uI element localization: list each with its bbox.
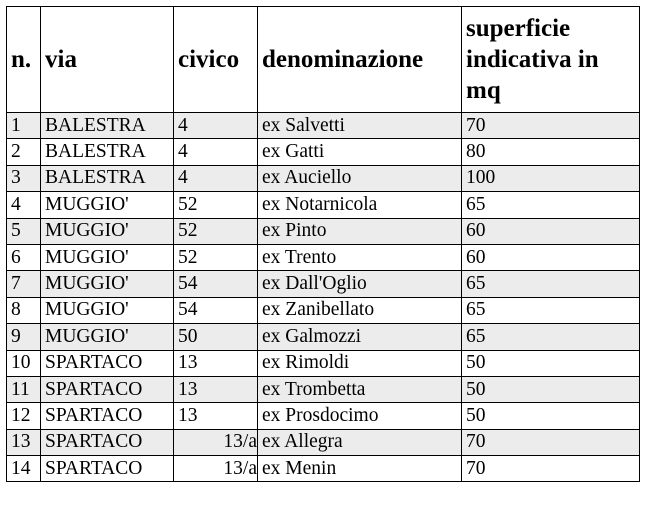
cell-via: SPARTACO: [41, 403, 174, 429]
cell-n: 1: [7, 113, 41, 139]
cell-n: 6: [7, 244, 41, 270]
table-row: [7, 456, 640, 482]
cell-via: MUGGIO': [41, 324, 174, 350]
cell-n: 14: [7, 456, 41, 482]
cell-denominazione: ex Pinto: [258, 218, 462, 244]
table-row: [7, 165, 640, 191]
cell-civico: 52: [174, 218, 258, 244]
cell-denominazione: ex Trento: [258, 244, 462, 270]
cell-denominazione: ex Prosdocimo: [258, 403, 462, 429]
cell-denominazione: ex Salvetti: [258, 113, 462, 139]
cell-superficie: 80: [462, 139, 640, 165]
cell-denominazione: ex Allegra: [258, 429, 462, 455]
table-row: [7, 403, 640, 429]
cell-civico: 13/a: [174, 429, 258, 455]
cell-civico: 13/a: [174, 456, 258, 482]
header-n: n.: [7, 7, 41, 113]
cell-n: 7: [7, 271, 41, 297]
cell-denominazione: ex Auciello: [258, 165, 462, 191]
cell-superficie: 65: [462, 324, 640, 350]
cell-n: 10: [7, 350, 41, 376]
cell-n: 4: [7, 192, 41, 218]
table-row: [7, 244, 640, 270]
cell-civico: 54: [174, 297, 258, 323]
header-superficie: superficie indicativa in mq: [462, 7, 640, 113]
cell-via: SPARTACO: [41, 456, 174, 482]
header-row: [7, 7, 640, 113]
cell-via: BALESTRA: [41, 113, 174, 139]
cell-civico: 13: [174, 376, 258, 402]
cell-via: MUGGIO': [41, 244, 174, 270]
cell-superficie: 70: [462, 113, 640, 139]
cell-superficie: 60: [462, 244, 640, 270]
header-via: via: [41, 7, 174, 113]
cell-superficie: 65: [462, 192, 640, 218]
table-row: [7, 429, 640, 455]
cell-n: 11: [7, 376, 41, 402]
cell-civico: 4: [174, 139, 258, 165]
cell-via: MUGGIO': [41, 271, 174, 297]
cell-civico: 54: [174, 271, 258, 297]
cell-superficie: 100: [462, 165, 640, 191]
cell-denominazione: ex Notarnicola: [258, 192, 462, 218]
cell-superficie: 65: [462, 297, 640, 323]
table-row: [7, 324, 640, 350]
cell-civico: 4: [174, 165, 258, 191]
cell-n: 9: [7, 324, 41, 350]
table-row: [7, 218, 640, 244]
cell-via: MUGGIO': [41, 218, 174, 244]
table-body: [7, 113, 640, 482]
cell-n: 2: [7, 139, 41, 165]
table-row: [7, 297, 640, 323]
header-civico: civico: [174, 7, 258, 113]
cell-superficie: 70: [462, 456, 640, 482]
cell-denominazione: ex Dall'Oglio: [258, 271, 462, 297]
cell-n: 8: [7, 297, 41, 323]
cell-n: 3: [7, 165, 41, 191]
table-row: [7, 113, 640, 139]
table-row: [7, 350, 640, 376]
cell-denominazione: ex Galmozzi: [258, 324, 462, 350]
cell-denominazione: ex Gatti: [258, 139, 462, 165]
premises-table: [6, 6, 640, 482]
cell-n: 5: [7, 218, 41, 244]
cell-superficie: 50: [462, 350, 640, 376]
cell-via: SPARTACO: [41, 350, 174, 376]
cell-denominazione: ex Trombetta: [258, 376, 462, 402]
cell-superficie: 50: [462, 403, 640, 429]
table-row: [7, 271, 640, 297]
cell-via: MUGGIO': [41, 297, 174, 323]
cell-civico: 50: [174, 324, 258, 350]
table-row: [7, 139, 640, 165]
cell-via: MUGGIO': [41, 192, 174, 218]
table-row: [7, 376, 640, 402]
cell-superficie: 70: [462, 429, 640, 455]
cell-via: SPARTACO: [41, 429, 174, 455]
cell-denominazione: ex Menin: [258, 456, 462, 482]
cell-superficie: 60: [462, 218, 640, 244]
cell-civico: 52: [174, 244, 258, 270]
cell-superficie: 50: [462, 376, 640, 402]
cell-n: 12: [7, 403, 41, 429]
cell-via: BALESTRA: [41, 139, 174, 165]
cell-civico: 13: [174, 403, 258, 429]
cell-civico: 4: [174, 113, 258, 139]
cell-superficie: 65: [462, 271, 640, 297]
cell-denominazione: ex Zanibellato: [258, 297, 462, 323]
table-row: [7, 192, 640, 218]
cell-via: BALESTRA: [41, 165, 174, 191]
cell-via: SPARTACO: [41, 376, 174, 402]
header-denominazione: denominazione: [258, 7, 462, 113]
cell-n: 13: [7, 429, 41, 455]
cell-civico: 13: [174, 350, 258, 376]
cell-civico: 52: [174, 192, 258, 218]
cell-denominazione: ex Rimoldi: [258, 350, 462, 376]
